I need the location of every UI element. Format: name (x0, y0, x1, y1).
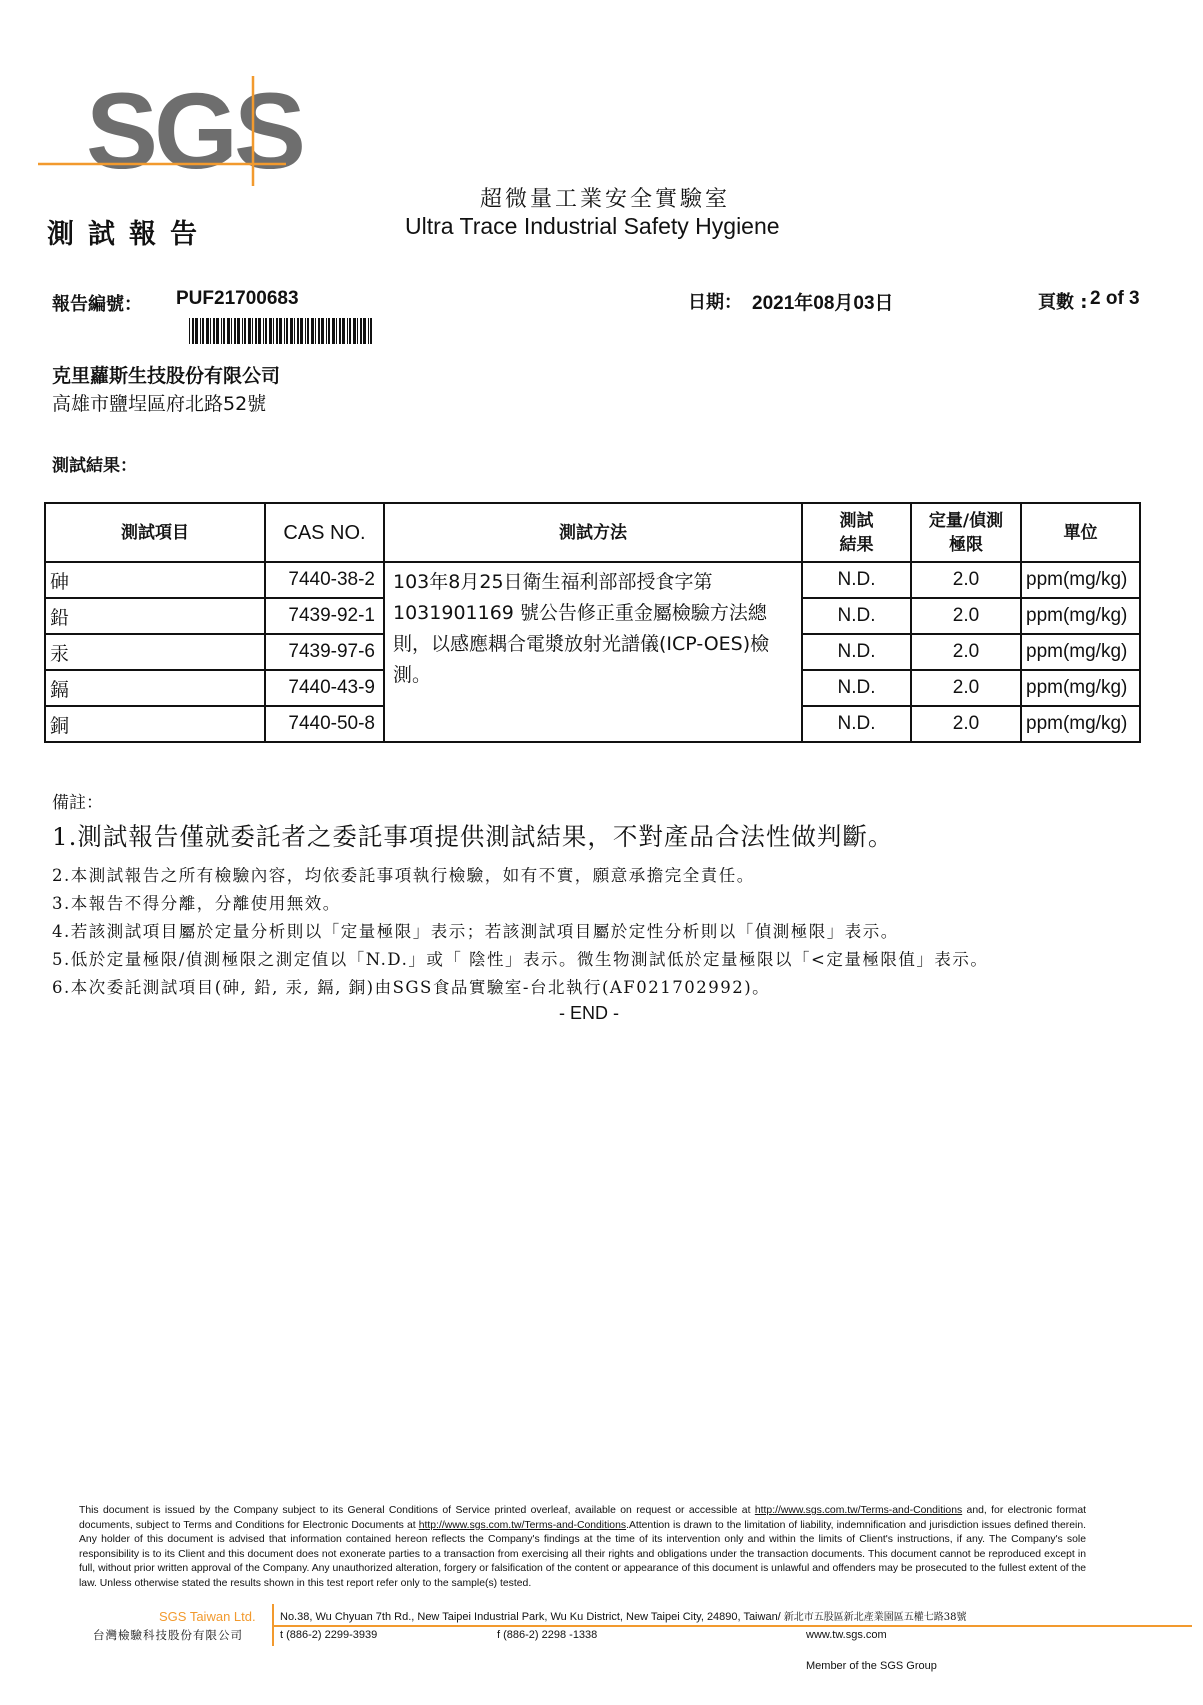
barcode-bar (318, 318, 320, 344)
report-date: 2021年08月03日 (752, 293, 894, 314)
report-number: PUF21700683 (176, 288, 299, 309)
footer-member: Member of the SGS Group (806, 1660, 937, 1672)
header-method: 測試方法 (384, 503, 802, 562)
svg-text:SGS: SGS (86, 76, 303, 191)
barcode-bar (195, 318, 198, 344)
barcode-bar (213, 318, 215, 344)
barcode-bar (276, 318, 278, 344)
barcode-bar (231, 318, 232, 344)
date-label: 日期： (688, 292, 742, 313)
results-label: 測試結果： (52, 456, 137, 476)
barcode-bar (300, 318, 303, 344)
barcode-bar (263, 318, 264, 344)
barcode-bar (339, 318, 341, 344)
cell-limit: 2.0 (911, 598, 1021, 634)
barcode-bar (202, 318, 204, 344)
barcode-bar (321, 318, 324, 344)
barcode-bar (255, 318, 257, 344)
cell-unit: ppm(mg/kg) (1021, 706, 1140, 742)
cell-item: 銅 (45, 706, 265, 742)
barcode-bar (332, 318, 335, 344)
barcode-bar (223, 318, 225, 344)
barcode-bar (294, 318, 295, 344)
barcode-bar (360, 318, 362, 344)
note-item: 1.測試報告僅就委託者之委託事項提供測試結果，不對產品合法性做判斷。 (52, 822, 894, 851)
barcode-bar (189, 318, 190, 344)
barcode-bar (307, 318, 309, 344)
cell-limit: 2.0 (911, 706, 1021, 742)
header-unit: 單位 (1021, 503, 1140, 562)
barcode-bar (216, 318, 219, 344)
barcode-bar (315, 318, 316, 344)
barcode-bar (353, 318, 356, 344)
cell-unit: ppm(mg/kg) (1021, 598, 1140, 634)
footer-divider (272, 1625, 1192, 1627)
cell-result: N.D. (802, 670, 911, 706)
note-item: 5.低於定量極限/偵測極限之測定值以「N.D.」或「 陰性」表示。微生物測試低於定量極限以「<定量極限值」表示。 (52, 950, 989, 969)
cell-item: 砷 (45, 562, 265, 598)
barcode-bar (336, 318, 337, 344)
barcode-bar (248, 318, 251, 344)
header-limit: 定量/偵測 極限 (911, 503, 1021, 562)
barcode-bar (357, 318, 358, 344)
end-marker: - END - (559, 1003, 619, 1023)
barcode-bar (311, 318, 314, 344)
barcode-bar (242, 318, 243, 344)
document-title: 測試報告 (47, 219, 211, 250)
barcode-bar (192, 318, 194, 344)
footer-company-en: SGS Taiwan Ltd. (159, 1609, 256, 1624)
page-number: 2 of 3 (1090, 288, 1140, 309)
header-item: 測試項目 (45, 503, 265, 562)
barcode-bar (269, 318, 272, 344)
cell-unit: ppm(mg/kg) (1021, 634, 1140, 670)
footer-phone: t (886-2) 2299-3939 (280, 1629, 378, 1641)
cell-cas: 7440-43-9 (265, 670, 384, 706)
cell-limit: 2.0 (911, 562, 1021, 598)
cell-unit: ppm(mg/kg) (1021, 562, 1140, 598)
note-item: 2.本測試報告之所有檢驗內容，均依委託事項執行檢驗，如有不實，願意承擔完全責任。 (52, 866, 755, 885)
lab-name-en: Ultra Trace Industrial Safety Hygiene (405, 213, 780, 239)
note-item: 4.若該測試項目屬於定量分析則以「定量極限」表示；若該測試項目屬於定性分析則以「偵測極限」表示。 (52, 922, 899, 941)
footer-disclaimer: This document is issued by the Company subject to its General Conditions of Service printed overleaf, available on request or accessible at http://www.sgs.com.tw/Terms-and-Conditions and, for electronic format documents, subject to Terms and Conditions for Electronic Documents at http://www.sgs.com.tw/Terms-and-Conditions.Attention is drawn to the limitation of liability, indemnification and jurisdiction issues defined therein. Any holder of this document is advised that information contained hereon reflects the Company's findings at the time of its intervention only and within the limits of Client's instructions, if any. The Company's sole responsibility is to its Client and this document does not exonerate parties to a transaction from exercising all their rights and obligations under the transaction documents. This document cannot be reproduced except in full, without prior written approval of the Company. Any unauthorized alteration, forgery or falsification of the content or appearance of this document is unlawful and offenders may be prosecuted to the fullest extent of the law. Unless otherwise stated the results shown in this test report refer only to the sample(s) tested. (79, 1505, 1086, 1589)
cell-limit: 2.0 (911, 670, 1021, 706)
table-header-row (45, 503, 1140, 562)
cell-result: N.D. (802, 598, 911, 634)
cell-unit: ppm(mg/kg) (1021, 670, 1140, 706)
barcode-bar (286, 318, 288, 344)
footer-address: No.38, Wu Chyuan 7th Rd., New Taipei Industrial Park, Wu Ku District, New Taipei City, 24890, Taiwan/ 新北市五股區新北產業園區五權七路38號 (280, 1611, 967, 1623)
table-row (45, 562, 1140, 598)
barcode-bar (200, 318, 201, 344)
cell-result: N.D. (802, 706, 911, 742)
barcode-bar (244, 318, 246, 344)
footer-website: www.tw.sgs.com (806, 1629, 887, 1641)
sgs-logo (38, 76, 308, 196)
cell-cas: 7439-92-1 (265, 598, 384, 634)
barcode-bar (237, 318, 240, 344)
cell-item: 汞 (45, 634, 265, 670)
cell-item: 鉛 (45, 598, 265, 634)
barcode-bar (210, 318, 211, 344)
barcode-bar (206, 318, 209, 344)
barcode-bar (363, 318, 366, 344)
barcode-bar (368, 318, 369, 344)
barcode-bar (326, 318, 327, 344)
cell-cas: 7440-50-8 (265, 706, 384, 742)
cell-cas: 7439-97-6 (265, 634, 384, 670)
header-result: 測試 結果 (802, 503, 911, 562)
note-item: 6.本次委託測試項目(砷, 鉛, 汞, 鎘, 銅)由SGS食品實驗室-台北執行(AF021702992)。 (52, 978, 771, 997)
barcode-bar (349, 318, 351, 344)
cell-method: 103年8月25日衛生福利部部授食字第1031901169 號公告修正重金屬檢驗方法總則，以感應耦合電漿放射光譜儀(ICP-OES)檢測。 (384, 562, 802, 742)
barcode-bar (227, 318, 230, 344)
cell-cas: 7440-38-2 (265, 562, 384, 598)
barcode-bar (328, 318, 330, 344)
terms-link[interactable]: http://www.sgs.com.tw/Terms-and-Conditions (754, 1505, 963, 1516)
terms-link[interactable]: http://www.sgs.com.tw/Terms-and-Conditions (418, 1519, 627, 1531)
barcode-bar (252, 318, 253, 344)
client-company: 克里蘿斯生技股份有限公司 (52, 365, 281, 387)
cell-result: N.D. (802, 562, 911, 598)
barcode-bar (265, 318, 267, 344)
barcode-bar (290, 318, 293, 344)
page-label: 頁數 : (1038, 292, 1088, 313)
footer-company-cn: 台灣檢驗科技股份有限公司 (93, 1628, 243, 1642)
barcode-bar (370, 318, 372, 344)
report-number-label: 報告編號： (52, 294, 142, 315)
lab-name-cn: 超微量工業安全實驗室 (480, 187, 731, 212)
header-cas: CAS NO. (265, 503, 384, 562)
results-table (44, 502, 1141, 743)
footer-fax: f (886-2) 2298 -1338 (497, 1629, 598, 1641)
barcode-bar (234, 318, 236, 344)
cell-result: N.D. (802, 634, 911, 670)
note-item: 3.本報告不得分離，分離使用無效。 (52, 894, 341, 913)
barcode-bar (347, 318, 348, 344)
barcode-bar (273, 318, 274, 344)
barcode-bar (221, 318, 222, 344)
cell-limit: 2.0 (911, 634, 1021, 670)
barcode-bar (305, 318, 306, 344)
client-address: 高雄市鹽埕區府北路52號 (52, 393, 267, 415)
barcode-bar (342, 318, 345, 344)
notes-title: 備註： (52, 793, 103, 813)
cell-item: 鎘 (45, 670, 265, 706)
barcode-bar (297, 318, 299, 344)
barcode-bar (258, 318, 261, 344)
barcode-bar (284, 318, 285, 344)
barcode (189, 318, 376, 344)
barcode-bar (279, 318, 282, 344)
